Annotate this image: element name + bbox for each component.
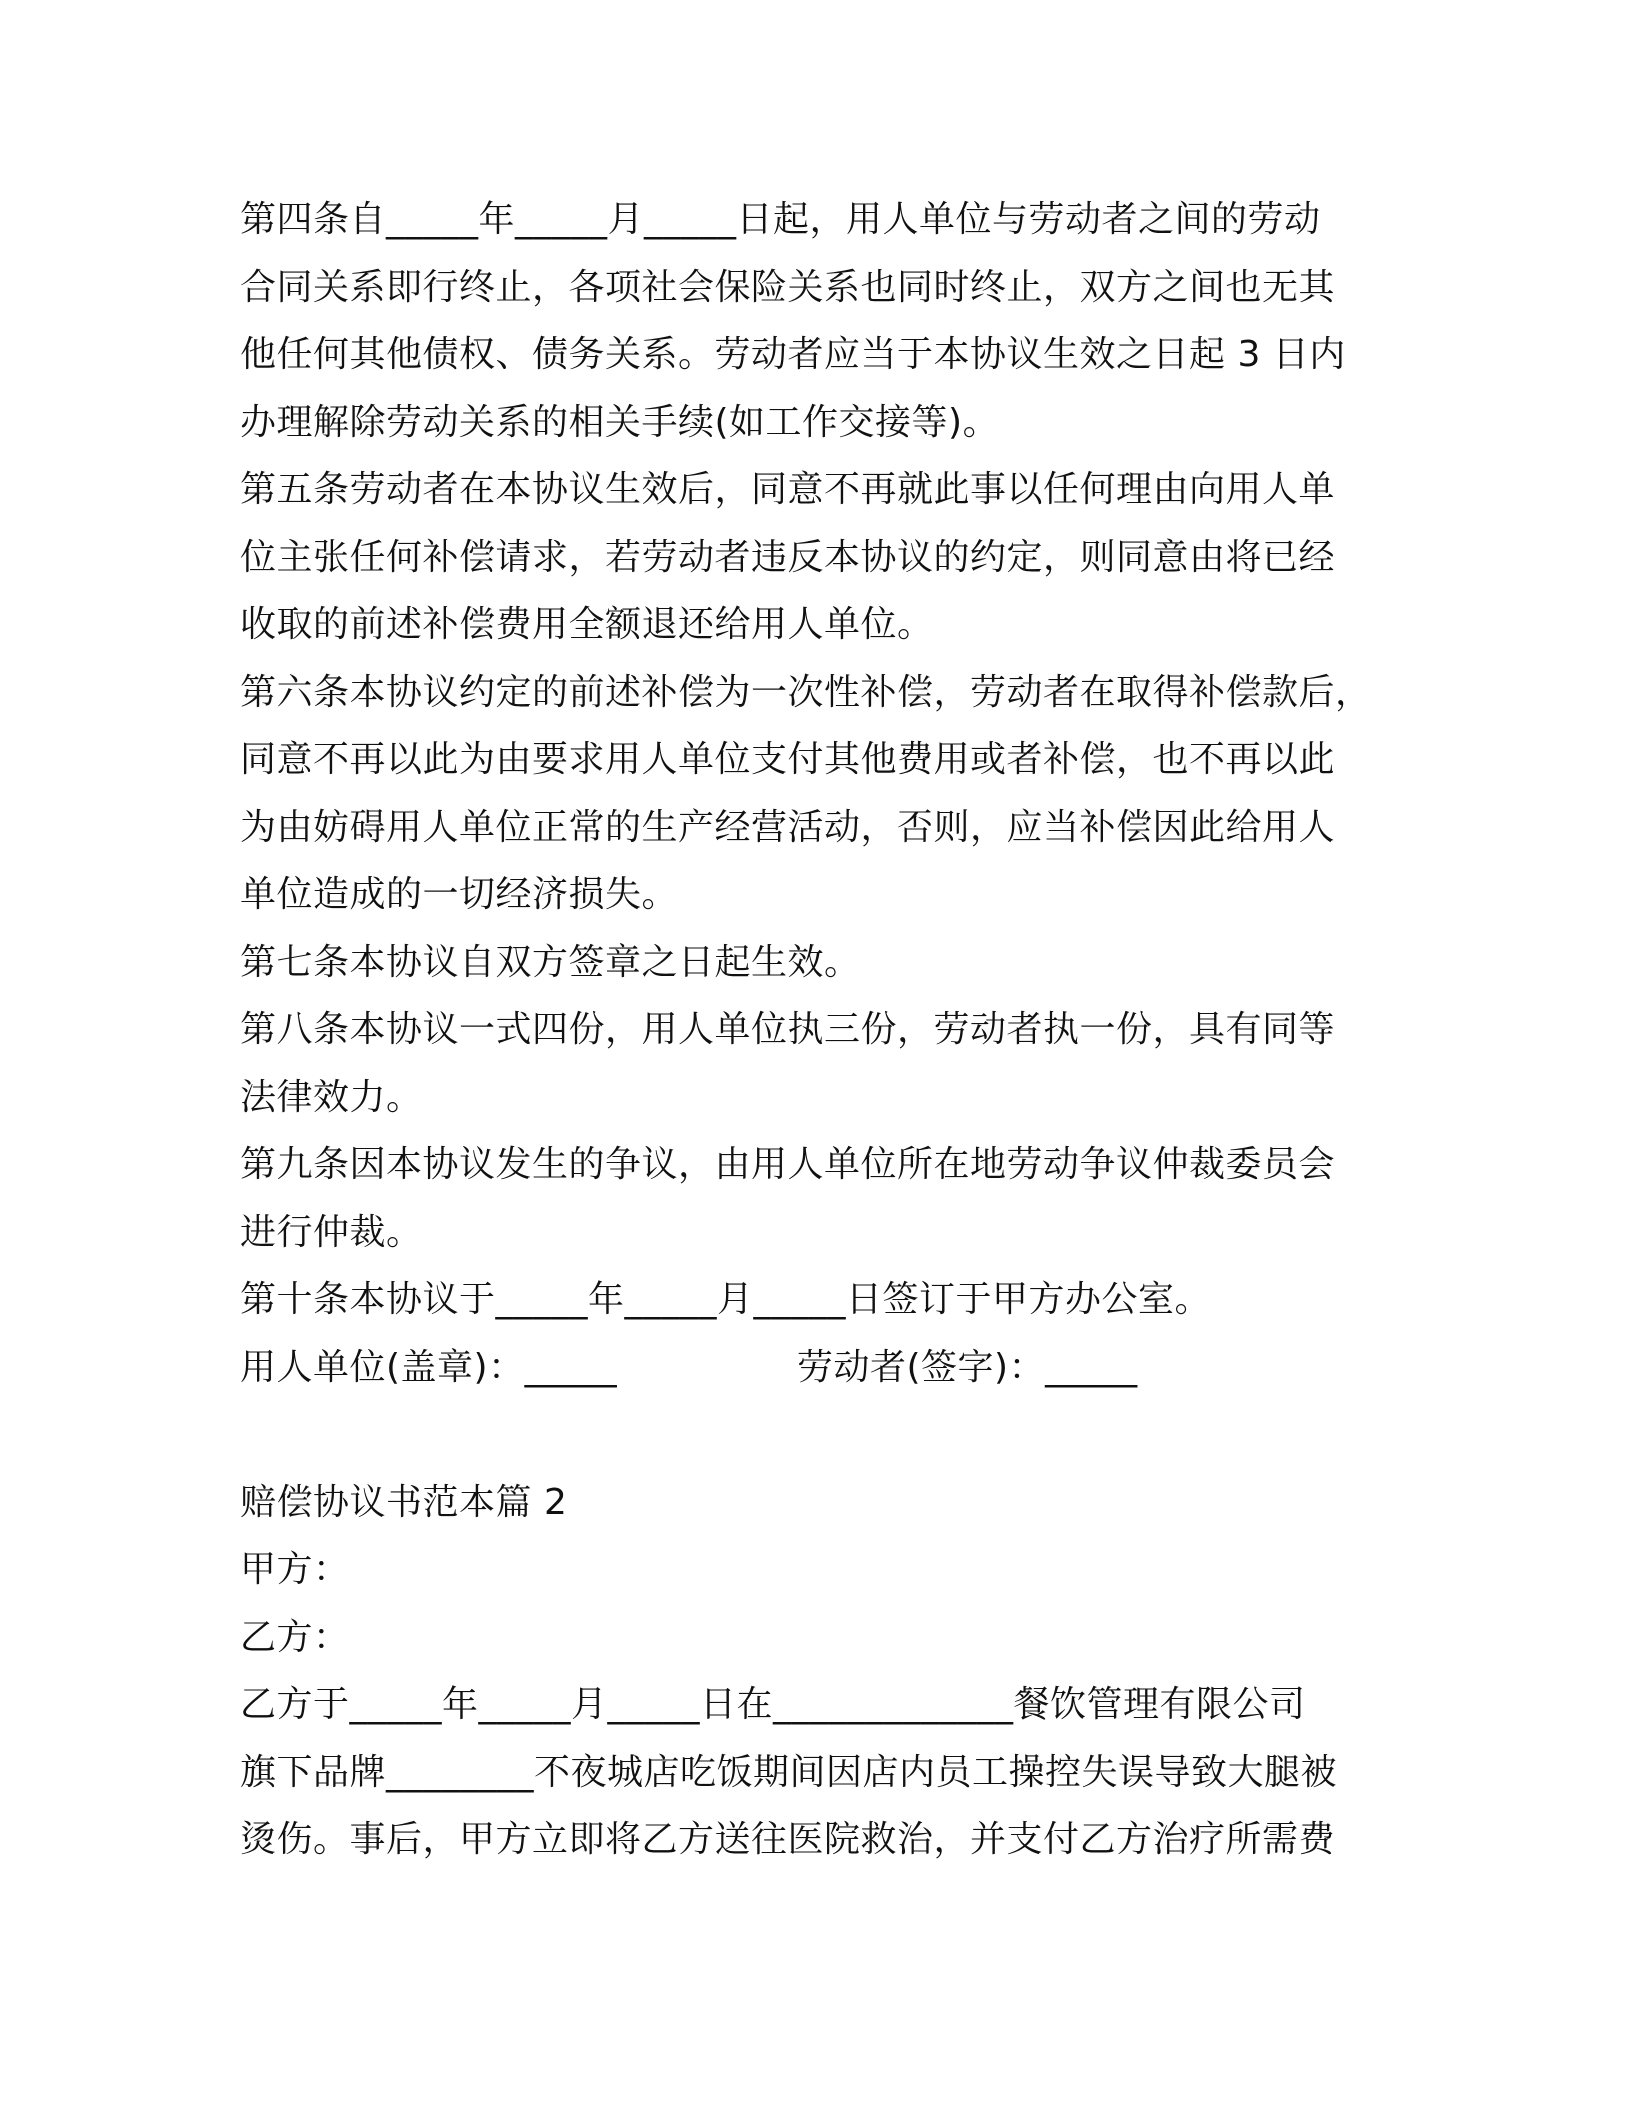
article-10-line-1: 第十条本协议于_____年_____月_____日签订于甲方办公室。 — [240, 1279, 1212, 1320]
article-7-line-1: 第七条本协议自双方签章之日起生效。 — [240, 941, 861, 983]
document-body — [240, 186, 1390, 1874]
employee-signature: 劳动者(签字)：_____ — [797, 1346, 1138, 1388]
signature-row — [240, 1334, 1390, 1402]
party-a-line: 甲方： — [240, 1549, 350, 1590]
article-6-line-4: 单位造成的一切经济损失。 — [240, 874, 679, 915]
article-4-line-1: 第四条自_____年_____月_____日起，用人单位与劳动者之间的劳动 — [240, 199, 1321, 240]
article-8-line-2: 法律效力。 — [240, 1076, 423, 1118]
article-5-line-3: 收取的前述补偿费用全额退还给用人单位。 — [240, 604, 934, 645]
article-6-line-2: 同意不再以此为由要求用人单位支付其他费用或者补偿，也不再以此 — [240, 739, 1336, 780]
article-5-line-2: 位主张任何补偿请求，若劳动者违反本协议的约定，则同意由将已经 — [240, 536, 1336, 578]
article-5-line-1: 第五条劳动者在本协议生效后，同意不再就此事以任何理由向用人单 — [240, 469, 1336, 510]
article-8-line-1: 第八条本协议一式四份，用人单位执三份，劳动者执一份，具有同等 — [240, 1009, 1336, 1050]
article-4-line-4: 办理解除劳动关系的相关手续(如工作交接等)。 — [240, 401, 1000, 443]
party-b-line: 乙方： — [240, 1616, 350, 1658]
article-9-line-1: 第九条因本协议发生的争议，由用人单位所在地劳动争议仲裁委员会 — [240, 1144, 1336, 1185]
article-4-line-2: 合同关系即行终止，各项社会保险关系也同时终止，双方之间也无其 — [240, 266, 1336, 308]
section-2-body-line-1: 乙方于_____年_____月_____日在_____________餐饮管理有限公司 — [240, 1684, 1306, 1725]
employer-signature: 用人单位(盖章)：_____ — [240, 1346, 618, 1388]
article-6-line-3: 为由妨碍用人单位正常的生产经营活动，否则，应当补偿因此给用人 — [240, 806, 1336, 848]
section-2-title: 赔偿协议书范本篇 2 — [240, 1481, 568, 1523]
section-spacer — [240, 1401, 1390, 1469]
section-2-body-line-3: 烫伤。事后，甲方立即将乙方送往医院救治，并支付乙方治疗所需费 — [240, 1819, 1336, 1860]
article-9-line-2: 进行仲裁。 — [240, 1211, 423, 1253]
section-2-body-line-2: 旗下品牌________不夜城店吃饭期间因店内员工操控失误导致大腿被 — [240, 1751, 1338, 1793]
article-4-line-3: 他任何其他债权、债务关系。劳动者应当于本协议生效之日起 3 日内 — [240, 334, 1346, 375]
article-6-line-1: 第六条本协议约定的前述补偿为一次性补偿，劳动者在取得补偿款后， — [240, 671, 1372, 713]
